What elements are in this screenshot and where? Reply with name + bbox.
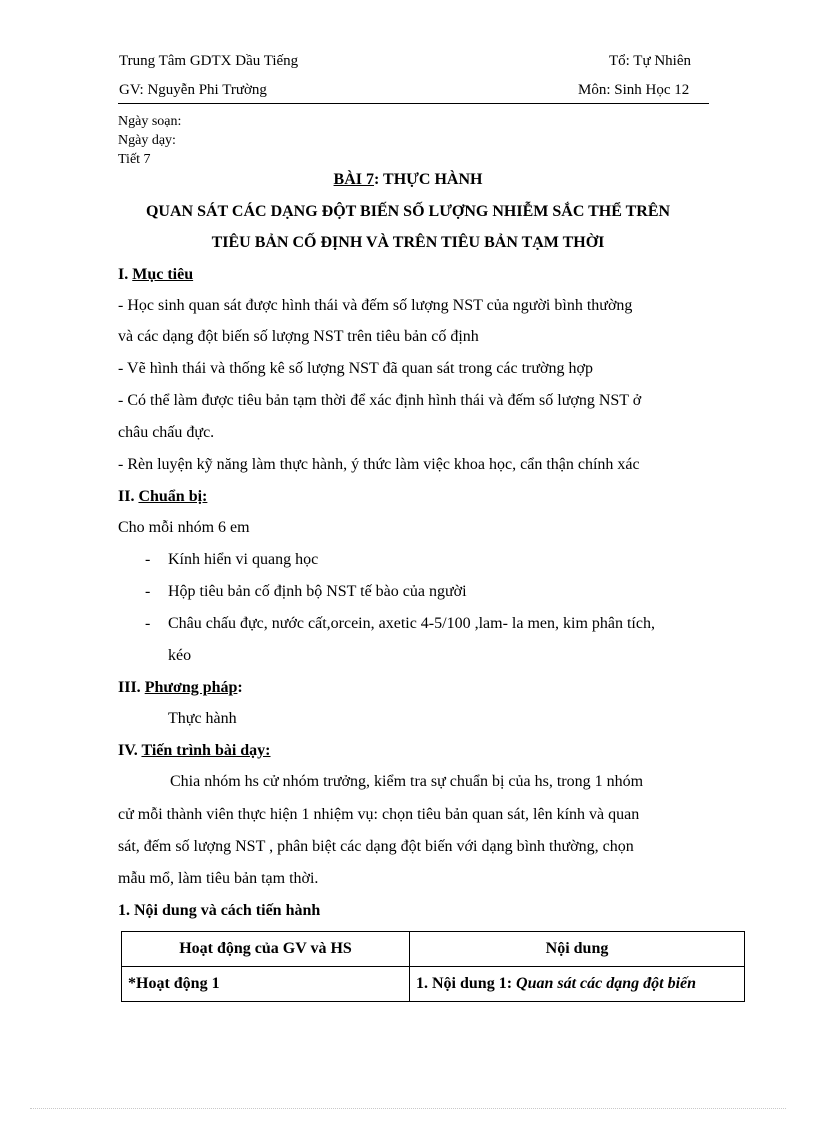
table-header-cell: Nội dung bbox=[410, 932, 745, 967]
table-cell: *Hoạt động 1 bbox=[122, 967, 410, 1002]
prep-item: Hộp tiêu bản cố định bộ NST tế bào của người bbox=[168, 583, 467, 600]
teacher-name: GV: Nguyễn Phi Trường bbox=[119, 82, 267, 98]
objective-line: - Học sinh quan sát được hình thái và đếm số lượng NST của người bình thường bbox=[118, 297, 633, 314]
title-line-1: QUAN SÁT CÁC DẠNG ĐỘT BIẾN SỐ LƯỢNG NHIỄM SẮC THỂ TRÊN bbox=[145, 203, 671, 220]
header-rule bbox=[118, 103, 709, 104]
lesson-type: : THỰC HÀNH bbox=[374, 171, 483, 188]
subject: Môn: Sinh Học 12 bbox=[578, 82, 690, 98]
teach-date: Ngày dạy: bbox=[118, 133, 176, 148]
lesson-title bbox=[0, 171, 816, 189]
table-header-row bbox=[122, 932, 745, 967]
period: Tiết 7 bbox=[118, 152, 151, 167]
section-4-heading: IV. Tiến trình bài dạy: bbox=[118, 742, 271, 759]
section-1-heading: I. Mục tiêu bbox=[118, 266, 194, 283]
process-line: mẫu mổ, làm tiêu bản tạm thời. bbox=[118, 870, 319, 887]
objective-line: - Có thể làm được tiêu bản tạm thời để xác định hình thái và đếm số lượng NST ở bbox=[118, 392, 642, 409]
table-cell: 1. Nội dung 1: Quan sát các dạng đột biến bbox=[410, 967, 745, 1002]
objective-line: và các dạng đột biến số lượng NST trên tiêu bản cố định bbox=[118, 328, 479, 345]
process-line: sát, đếm số lượng NST , phân biệt các dạng đột biến với dạng bình thường, chọn bbox=[118, 838, 634, 855]
dash-icon: - bbox=[145, 615, 151, 632]
activity-table bbox=[121, 931, 745, 1002]
section-3-heading: III. Phương pháp: bbox=[118, 679, 243, 696]
prep-date: Ngày soạn: bbox=[118, 114, 182, 129]
school-name: Trung Tâm GDTX Dầu Tiếng bbox=[119, 53, 299, 69]
table-row bbox=[122, 967, 745, 1002]
objective-line: châu chấu đực. bbox=[118, 424, 215, 441]
lesson-number: BÀI 7 bbox=[333, 171, 374, 188]
page-bottom-divider bbox=[30, 1108, 786, 1109]
objective-line: - Vẽ hình thái và thống kê số lượng NST đã quan sát trong các trường hợp bbox=[118, 360, 593, 377]
method-text: Thực hành bbox=[168, 710, 237, 727]
process-line: cử mỗi thành viên thực hiện 1 nhiệm vụ: chọn tiêu bản quan sát, lên kính và quan bbox=[118, 806, 640, 823]
process-line: Chia nhóm hs cử nhóm trưởng, kiểm tra sự chuẩn bị của hs, trong 1 nhóm bbox=[170, 773, 644, 790]
dash-icon: - bbox=[145, 551, 151, 568]
section-2-heading: II. Chuẩn bị: bbox=[118, 488, 208, 505]
department: Tổ: Tự Nhiên bbox=[609, 53, 692, 69]
prep-item: Châu chấu đực, nước cất,orcein, axetic 4-5/100 ,lam- la men, kim phân tích, bbox=[168, 615, 655, 632]
content-subheading: 1. Nội dung và cách tiến hành bbox=[118, 902, 321, 919]
prep-item: Kính hiển vi quang học bbox=[168, 551, 319, 568]
prep-intro: Cho mỗi nhóm 6 em bbox=[118, 519, 250, 536]
title-line-2: TIÊU BẢN CỐ ĐỊNH VÀ TRÊN TIÊU BẢN TẠM THỜI bbox=[211, 234, 605, 251]
prep-item-continued: kéo bbox=[168, 647, 192, 664]
objective-line: - Rèn luyện kỹ năng làm thực hành, ý thức làm việc khoa học, cẩn thận chính xác bbox=[118, 456, 640, 473]
dash-icon: - bbox=[145, 583, 151, 600]
table-header-cell: Hoạt động của GV và HS bbox=[122, 932, 410, 967]
